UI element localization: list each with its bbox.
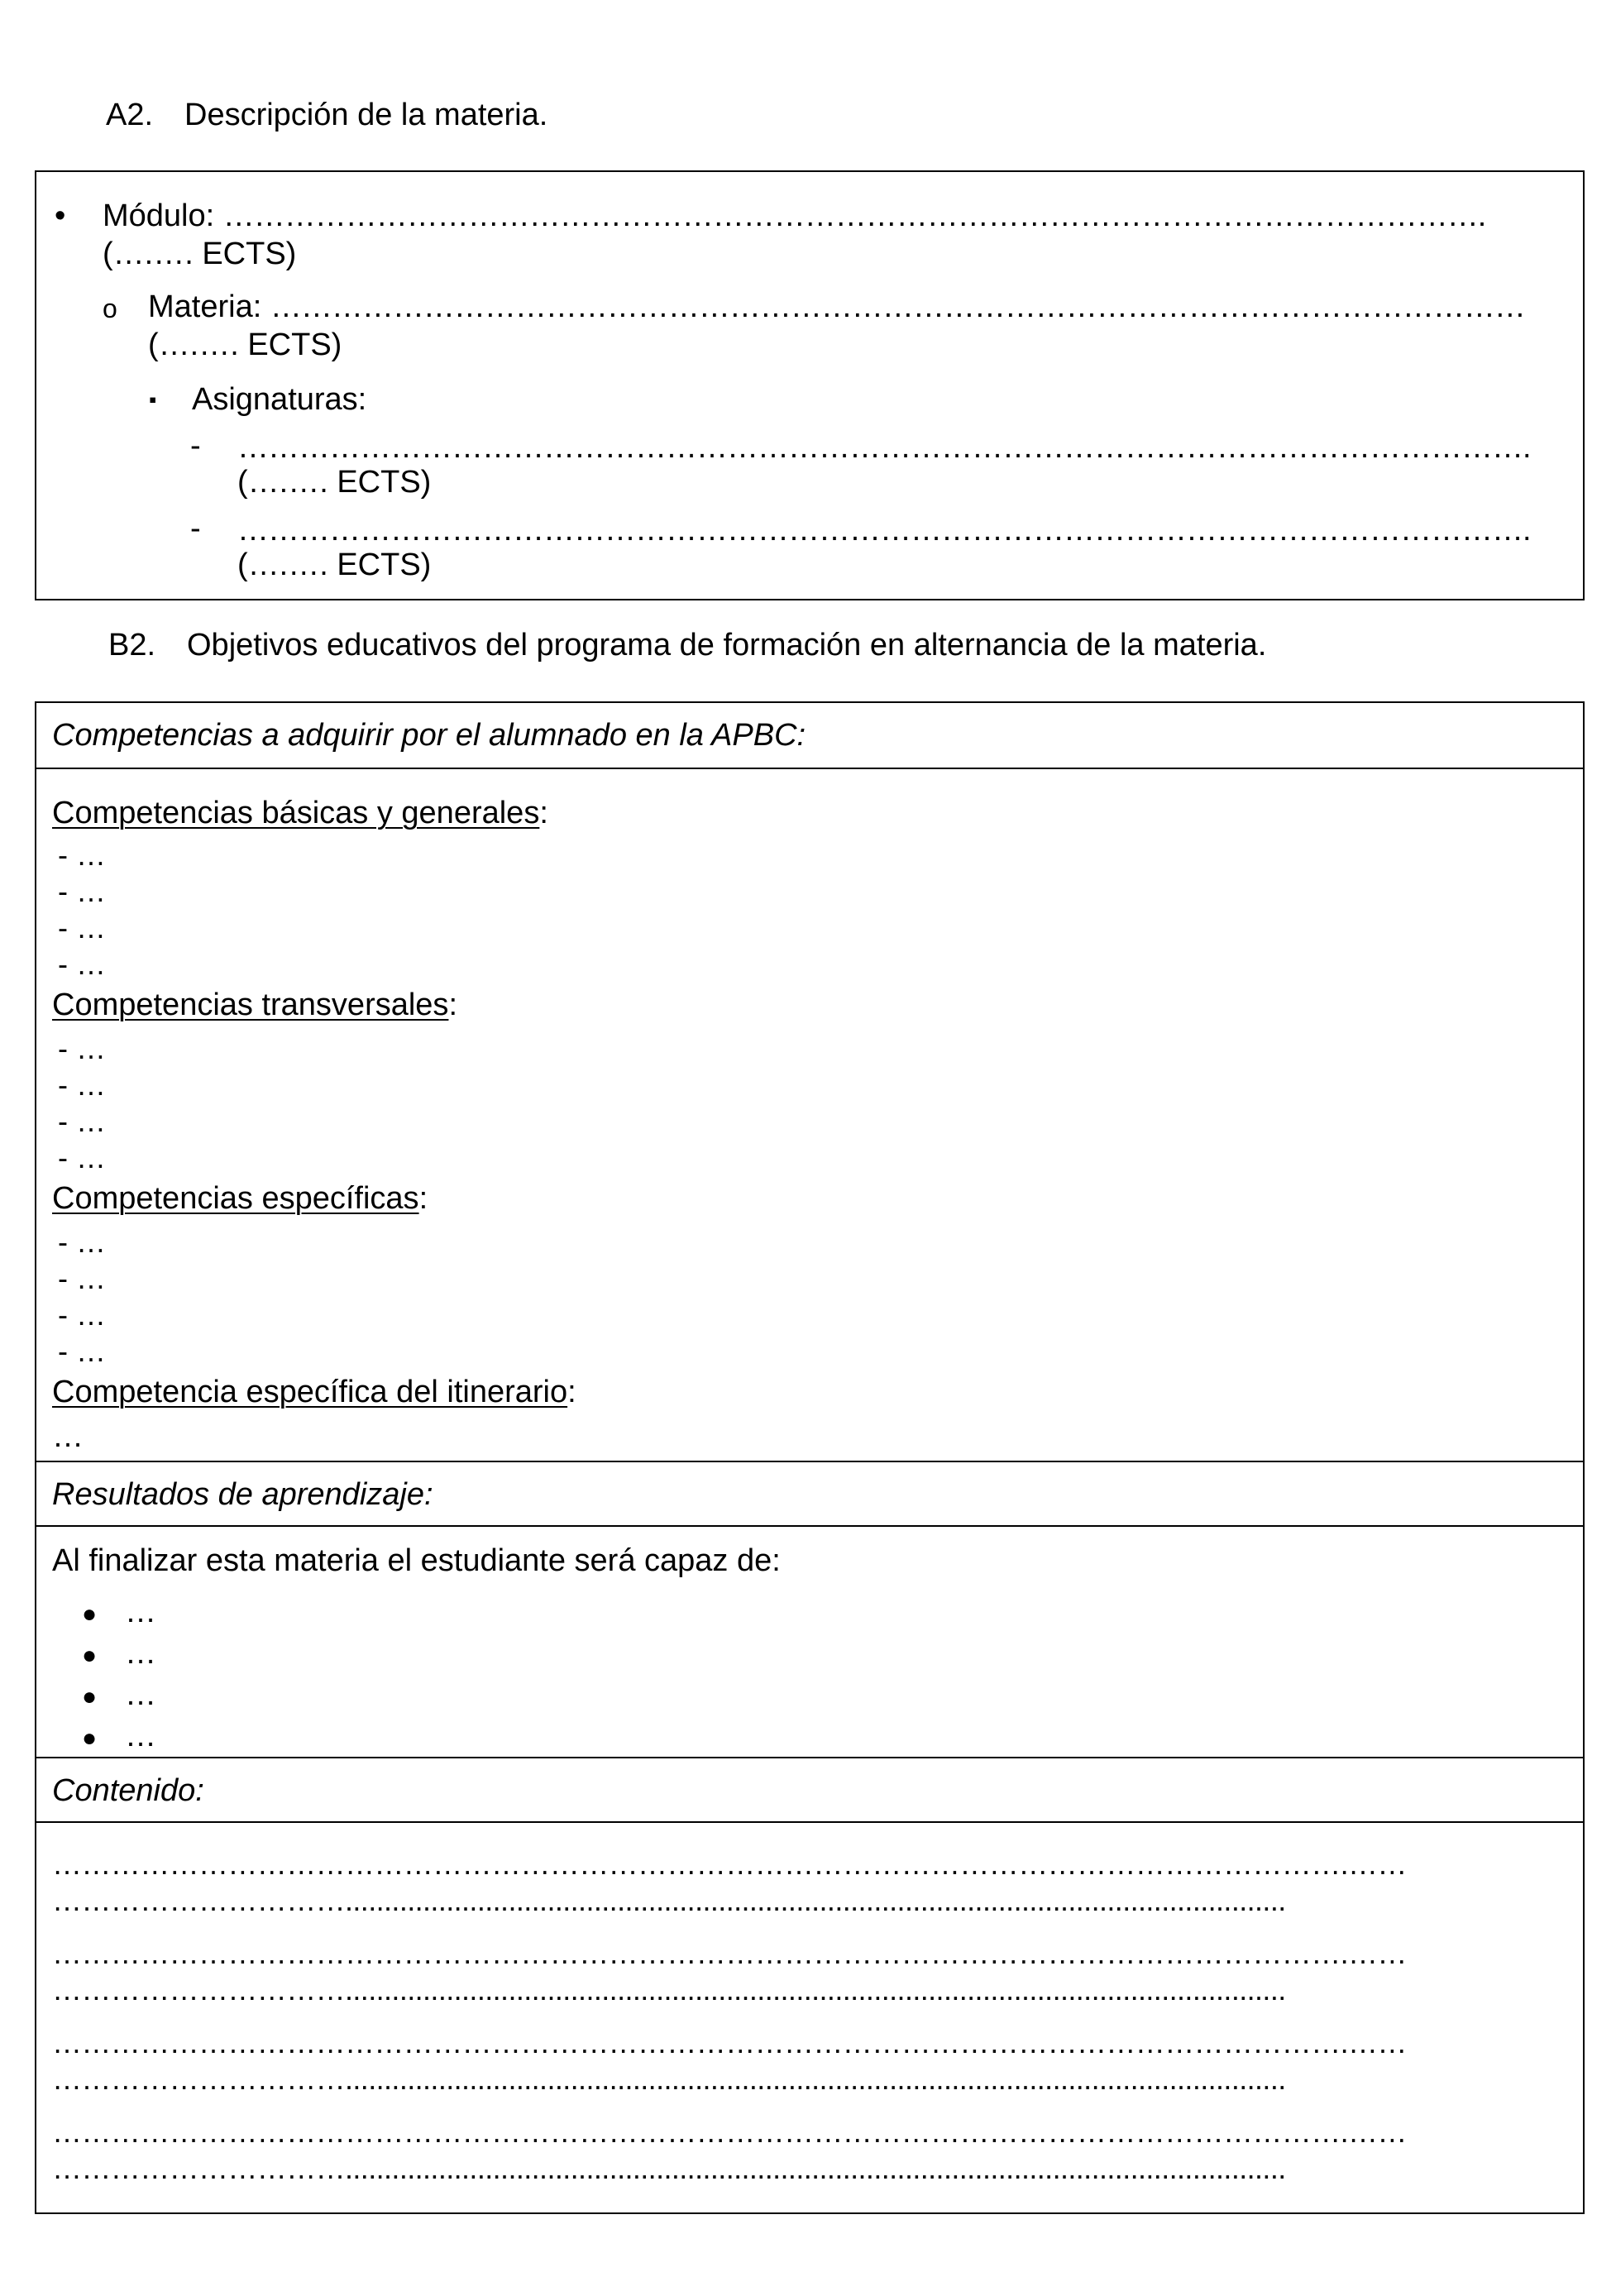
resultados-item	[82, 1715, 156, 1759]
section-b2-heading	[108, 626, 1266, 664]
contenido-line: ………………………….........................................................................................................................	[52, 2062, 1286, 2096]
transversales-item: - …	[58, 1141, 106, 1174]
resultados-body-row	[36, 1525, 1583, 1757]
itinerario-value: …	[52, 1419, 84, 1454]
section-b2-number: B2.	[108, 628, 156, 662]
especificas-item: - …	[58, 1225, 106, 1259]
bullet-icon: ●	[82, 1600, 98, 1628]
transversales-heading	[52, 986, 457, 1024]
modulo-dots: …………………………………………………………………………………………………………….	[222, 199, 1486, 233]
contenido-line: …………………………………………………………………………………………………………………….……	[52, 2026, 1407, 2059]
basicas-item: - …	[58, 947, 106, 981]
asignatura-dash: -	[190, 511, 201, 546]
asignaturas-label: Asignaturas:	[192, 382, 367, 417]
basicas-label: Competencias básicas y generales	[52, 796, 540, 830]
contenido-line: …………………………………………………………………………………………………………………….……	[52, 1936, 1407, 1970]
materia-line	[148, 288, 1525, 326]
resultados-item	[82, 1591, 156, 1635]
itinerario-label: Competencia específica del itinerario	[52, 1375, 568, 1409]
resultados-item-text: …	[125, 1595, 156, 1629]
contenido-line: …………………………………………………………………………………………………………………….……	[52, 1847, 1407, 1881]
modulo-bullet: •	[55, 199, 66, 233]
contenido-line: …………………………………………………………………………………………………………………….……	[52, 2115, 1407, 2149]
transversales-item: - …	[58, 1068, 106, 1102]
resultados-intro: Al finalizar esta materia el estudiante será capaz de:	[52, 1543, 781, 1578]
resultados-item-text: …	[125, 1636, 156, 1671]
basicas-item: - …	[58, 874, 106, 908]
modulo-label: Módulo:	[103, 199, 215, 233]
basicas-item: - …	[58, 838, 106, 872]
section-b2-title: Objetivos educativos del programa de formación en alternancia de la materia.	[187, 628, 1267, 662]
contenido-body-row	[36, 1821, 1583, 2212]
transversales-label: Competencias transversales	[52, 988, 449, 1022]
modulo-ects: (….…. ECTS)	[103, 237, 297, 271]
asignatura-dots: ……………………………………………………………………………………………………………….	[237, 513, 1531, 548]
basicas-colon: :	[539, 796, 548, 830]
resultados-item	[82, 1674, 156, 1718]
materia-ects: (….…. ECTS)	[148, 328, 342, 362]
contenido-header-row	[36, 1757, 1583, 1821]
competencias-body-row	[36, 768, 1583, 1461]
contenido-line: ………………………….........................................................................................................................	[52, 1883, 1286, 1917]
asignatura-ects: (….…. ECTS)	[237, 465, 432, 500]
contenido-line: ………………………….........................................................................................................................	[52, 2151, 1286, 2185]
transversales-item: - …	[58, 1031, 106, 1065]
asignatura-dash: -	[190, 428, 201, 463]
bullet-icon: ●	[82, 1683, 98, 1710]
materia-dots: ……………………………………………………………………………………………………………	[270, 289, 1525, 324]
asignatura-ects: (….…. ECTS)	[237, 548, 432, 582]
resultados-item	[82, 1633, 156, 1677]
especificas-item: - …	[58, 1261, 106, 1295]
section-a2-number: A2.	[106, 98, 154, 132]
asignatura-dots: ……………………………………………………………………………………………………………….	[237, 430, 1531, 465]
section-a2-title: Descripción de la materia.	[184, 98, 548, 132]
resultados-header: Resultados de aprendizaje:	[52, 1477, 433, 1512]
competencias-header: Competencias a adquirir por el alumnado en la APBC:	[52, 718, 806, 753]
modulo-line	[103, 197, 1485, 235]
especificas-label: Competencias específicas	[52, 1181, 419, 1216]
module-description-box	[35, 170, 1585, 600]
especificas-item: - …	[58, 1298, 106, 1332]
objectives-table	[35, 701, 1585, 2214]
transversales-item: - …	[58, 1104, 106, 1138]
competencias-header-row	[36, 703, 1583, 768]
bullet-icon: ●	[82, 1724, 98, 1752]
contenido-line: ………………………….........................................................................................................................	[52, 1973, 1286, 2007]
especificas-heading	[52, 1179, 428, 1217]
resultados-item-text: …	[125, 1719, 156, 1753]
resultados-item-text: …	[125, 1677, 156, 1712]
especificas-colon: :	[418, 1181, 428, 1216]
transversales-colon: :	[448, 988, 457, 1022]
materia-bullet: o	[103, 294, 117, 323]
bullet-icon: ●	[82, 1642, 98, 1669]
basicas-item: - …	[58, 911, 106, 945]
especificas-item: - …	[58, 1334, 106, 1368]
materia-label: Materia:	[148, 289, 262, 324]
resultados-header-row	[36, 1461, 1583, 1525]
section-a2-heading	[106, 96, 547, 134]
asignaturas-bullet: ▪	[149, 387, 157, 412]
itinerario-colon: :	[567, 1375, 576, 1409]
basicas-heading	[52, 794, 548, 832]
itinerario-heading	[52, 1373, 576, 1411]
contenido-header: Contenido:	[52, 1773, 204, 1808]
